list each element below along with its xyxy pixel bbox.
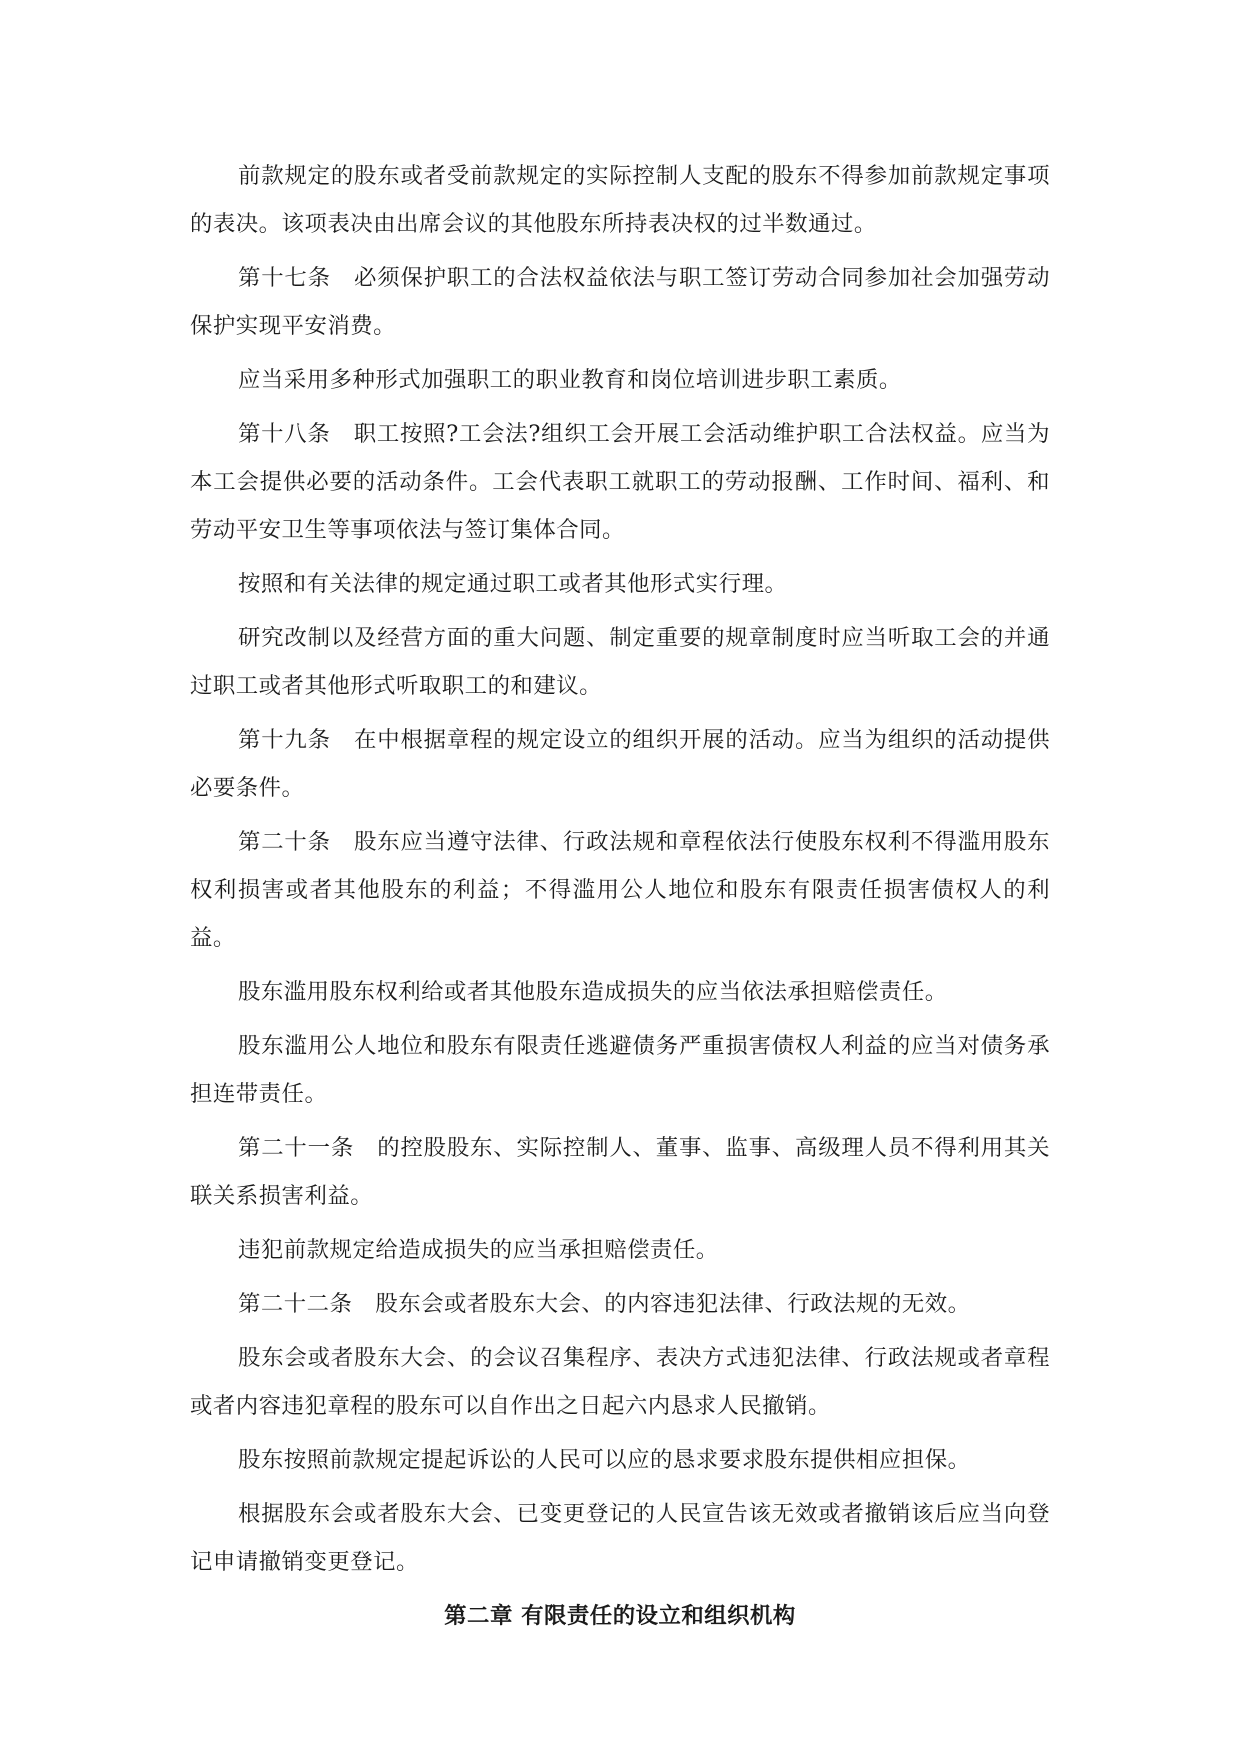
chapter-heading: 第二章 有限责任的设立和组织机构: [444, 1603, 796, 1629]
paragraph: 股东滥用公人地位和股东有限责任逃避债务严重损害债权人利益的应当对债务承担连带责任。: [190, 1033, 1050, 1107]
paragraph: 违犯前款规定给造成损失的应当承担赔偿责任。: [238, 1237, 719, 1263]
paragraph: 第十九条 在中根据章程的规定设立的组织开展的活动。应当为组织的活动提供必要条件。: [190, 727, 1050, 801]
document-page: [190, 152, 1050, 1640]
paragraph: 第二十条 股东应当遵守法律、行政法规和章程依法行使股东权利不得滥用股东权利损害或者其他股东的利益；不得滥用公人地位和股东有限责任损害债权人的利益。: [190, 829, 1050, 951]
paragraph: 第十八条 职工按照?工会法?组织工会开展工会活动维护职工合法权益。应当为本工会提供必要的活动条件。工会代表职工就职工的劳动报酬、工作时间、福利、和劳动平安卫生等事项依法与签订集体合同。: [190, 421, 1050, 543]
paragraph: 前款规定的股东或者受前款规定的实际控制人支配的股东不得参加前款规定事项的表决。该项表决由出席会议的其他股东所持表决权的过半数通过。: [190, 163, 1050, 237]
paragraph: 按照和有关法律的规定通过职工或者其他形式实行理。: [238, 571, 788, 597]
paragraph: 应当采用多种形式加强职工的职业教育和岗位培训进步职工素质。: [238, 367, 902, 393]
paragraph: 研究改制以及经营方面的重大问题、制定重要的规章制度时应当听取工会的并通过职工或者其他形式听取职工的和建议。: [190, 625, 1050, 699]
paragraph: 第二十二条 股东会或者股东大会、的内容违犯法律、行政法规的无效。: [238, 1291, 971, 1317]
paragraph: 第十七条 必须保护职工的合法权益依法与职工签订劳动合同参加社会加强劳动保护实现平安消费。: [190, 265, 1050, 339]
paragraph: 第二十一条 的控股股东、实际控制人、董事、监事、高级理人员不得利用其关联关系损害利益。: [190, 1135, 1050, 1209]
paragraph: 股东按照前款规定提起诉讼的人民可以应的恳求要求股东提供相应担保。: [238, 1447, 971, 1473]
paragraph: 股东滥用股东权利给或者其他股东造成损失的应当依法承担赔偿责任。: [238, 979, 948, 1005]
paragraph: 根据股东会或者股东大会、已变更登记的人民宣告该无效或者撤销该后应当向登记申请撤销变更登记。: [190, 1501, 1050, 1575]
paragraph: 股东会或者股东大会、的会议召集程序、表决方式违犯法律、行政法规或者章程或者内容违犯章程的股东可以自作出之日起六内恳求人民撤销。: [190, 1345, 1050, 1419]
